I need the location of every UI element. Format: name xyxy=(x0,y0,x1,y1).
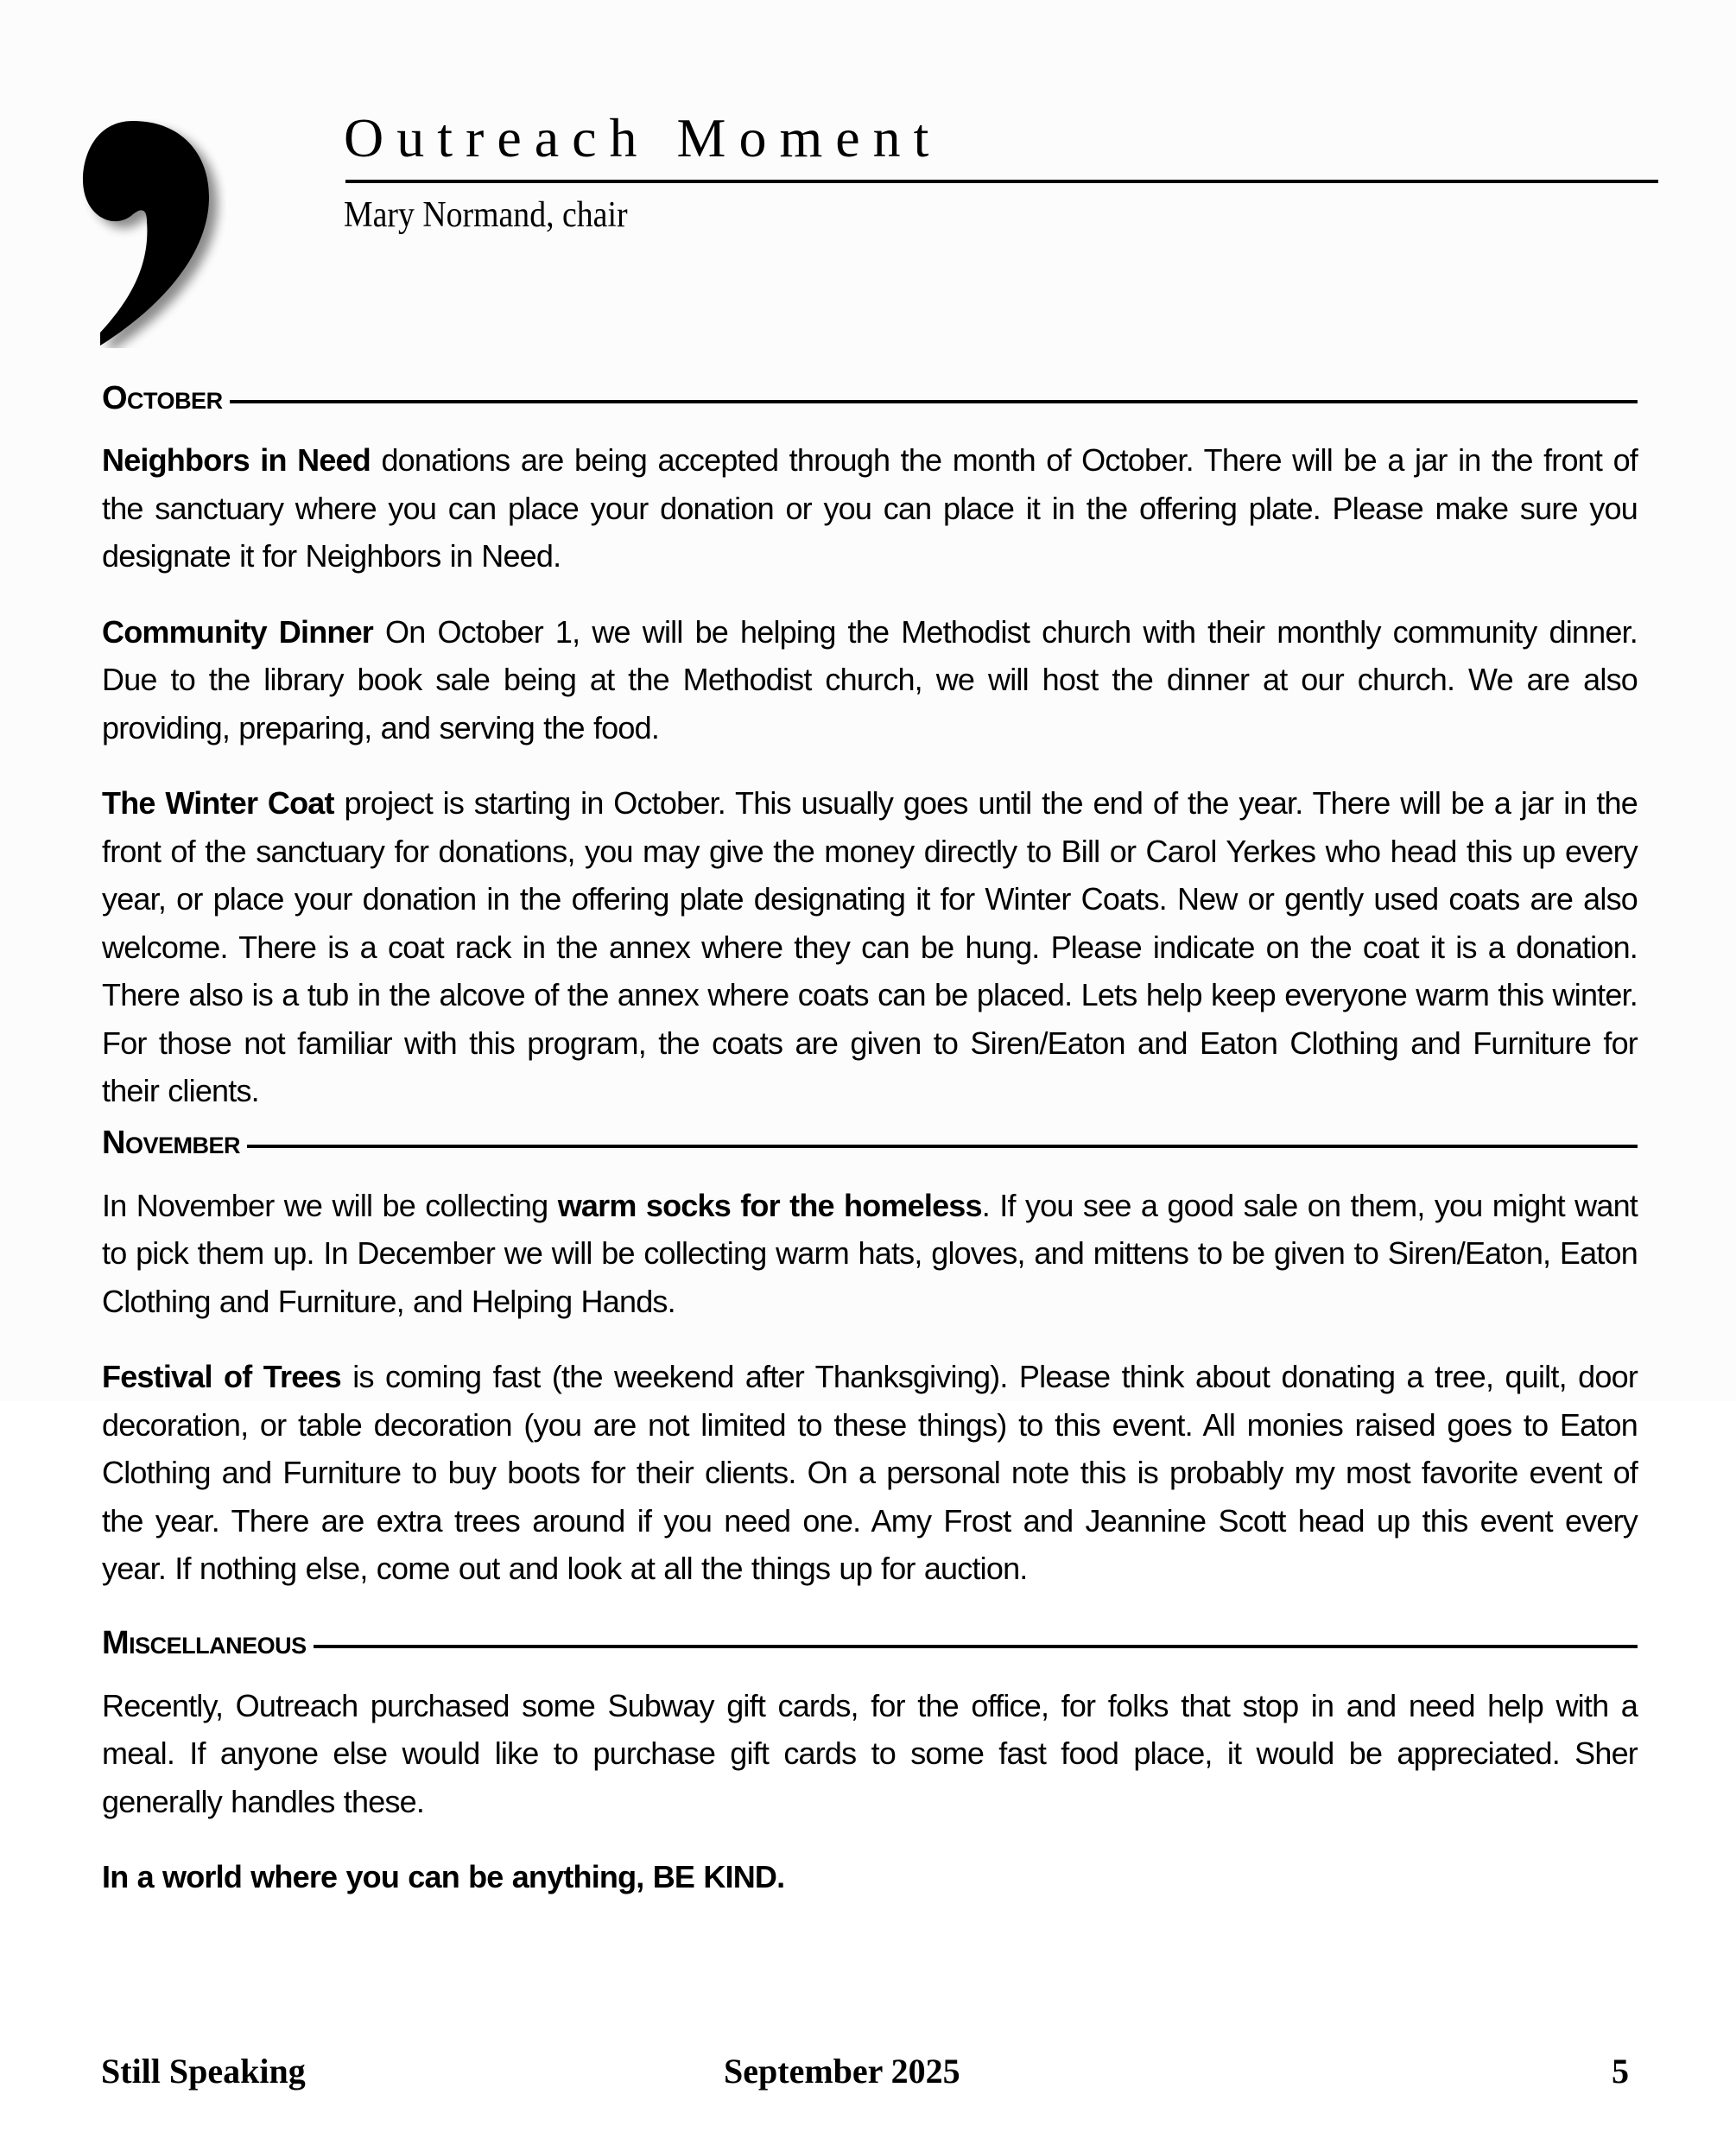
byline: Mary Normand, chair xyxy=(344,195,628,235)
section-heading-november xyxy=(102,1120,1638,1168)
paragraph-text: is coming fast (the weekend after Thanksgiving). Please think about donating a tree, quilt, door decoration, or table decoration (you are not limited to these things) to this event. All monies raised goes to Eaton Clothing and Furniture to buy boots for their clients. On a personal note this is probably my most favorite event of the year. There are extra trees around if you need one. Amy Frost and Jeannine Scott head up this event every year. If nothing else, come out and look at all the things up for auction. xyxy=(102,1359,1638,1586)
paragraph-text: . If you see a good sale on them, you might want to pick them up. In December we will be collecting warm hats, gloves, and mittens to be given to Siren/Eaton, Eaton Clothing and Furniture, and Helping Hands. xyxy=(102,1187,1638,1319)
paragraph-neighbors-in-need xyxy=(102,436,1638,581)
paragraph-lead: Community Dinner xyxy=(102,613,374,650)
paragraph-emphasis: warm socks for the homeless xyxy=(557,1187,982,1223)
page-title: Outreach Moment xyxy=(344,107,942,168)
paragraph-lead: Neighbors in Need xyxy=(102,442,371,478)
section-rule xyxy=(230,400,1638,403)
paragraph-lead: Festival of Trees xyxy=(102,1359,341,1394)
section-heading-label: November xyxy=(102,1125,240,1162)
section-heading-label: Miscellaneous xyxy=(102,1625,307,1662)
paragraph-text: donations are being accepted through the month of October. There will be a jar in the front of the sanctuary where you can place your donation or you can place it in the offering plate. Please make sure you designate it for Neighbors in Need. xyxy=(102,442,1638,574)
footer-publication-name: Still Speaking xyxy=(101,2052,306,2091)
paragraph-winter-coat xyxy=(102,779,1638,1115)
closing-motto xyxy=(102,1853,1638,1901)
article-body xyxy=(102,375,1638,1929)
footer-issue-date: September 2025 xyxy=(724,2052,960,2091)
paragraph-community-dinner xyxy=(102,608,1638,752)
section-heading-october xyxy=(102,375,1638,422)
paragraph-gift-cards xyxy=(102,1682,1638,1826)
comma-icon xyxy=(79,119,226,348)
motto-text: In a world where you can be anything, BE KIND. xyxy=(102,1859,785,1894)
section-rule xyxy=(314,1645,1638,1648)
section-heading-label: October xyxy=(102,379,223,416)
paragraph-text: Recently, Outreach purchased some Subway gift cards, for the office, for folks that stop in and need help with a meal. If anyone else would like to purchase gift cards to some fast food place, it would be appreciated. Sher generally handles these. xyxy=(102,1687,1638,1819)
paragraph-text: In November we will be collecting xyxy=(102,1187,558,1223)
section-heading-miscellaneous xyxy=(102,1621,1638,1668)
paragraph-festival-of-trees xyxy=(102,1353,1638,1593)
title-rule xyxy=(345,180,1658,183)
paragraph-text: project is starting in October. This usually goes until the end of the year. There will be a jar in the front of the sanctuary for donations, you may give the money directly to Bill or Carol Yerkes who head this up every year, or place your donation in the offering plate designating it for Winter Coats. New or gently used coats are also welcome. There is a coat rack in the annex where they can be hung. Please indicate on the coat it is a donation. There also is a tub in the alcove of the annex where coats can be placed. Lets help keep everyone warm this winter. For those not familiar with this program, the coats are given to Siren/Eaton and Eaton Clothing and Furniture for their clients. xyxy=(102,785,1638,1108)
footer-page-number: 5 xyxy=(1612,2052,1629,2091)
section-rule xyxy=(247,1145,1638,1148)
paragraph-text: On October 1, we will be helping the Methodist church with their monthly community dinner. Due to the library book sale being at the Methodist church, we will host the dinner at our church. We are also providing, preparing, and serving the food. xyxy=(102,613,1638,746)
paragraph-lead: The Winter Coat xyxy=(102,785,334,821)
paragraph-november-socks xyxy=(102,1182,1638,1326)
